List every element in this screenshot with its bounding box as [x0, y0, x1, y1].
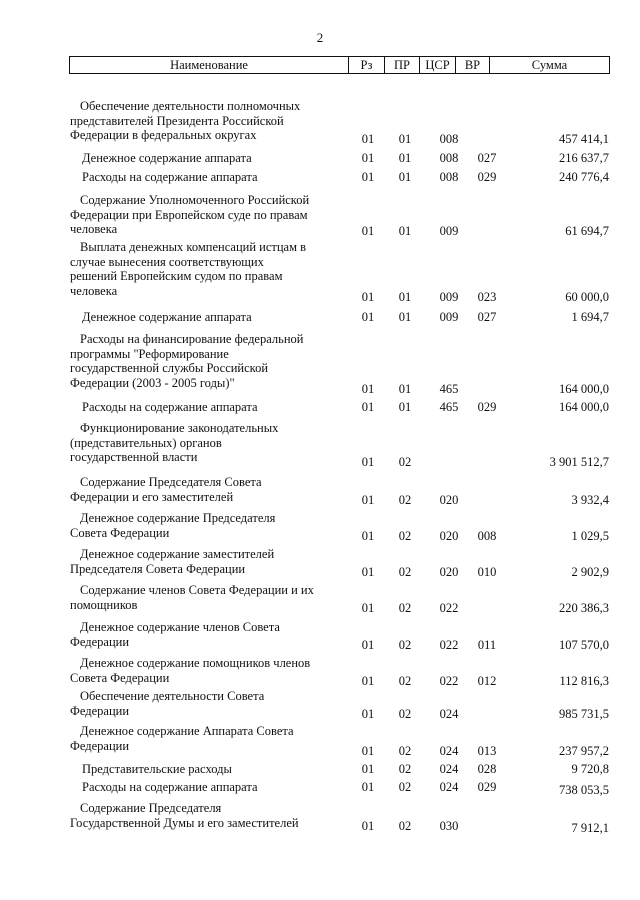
table-row — [0, 170, 640, 185]
table-row — [0, 400, 640, 415]
row-csr: 009 — [439, 290, 459, 304]
table-row — [0, 762, 640, 777]
row-rz: 01 — [361, 290, 375, 304]
column-header-rz: Рз — [349, 57, 385, 73]
row-csr: 009 — [439, 224, 459, 238]
table-row — [0, 310, 640, 325]
column-header-vr: ВР — [456, 57, 490, 73]
row-pr: 02 — [398, 455, 412, 469]
table-row — [0, 475, 640, 506]
table-row — [0, 656, 640, 687]
column-header-pr: ПР — [385, 57, 420, 73]
row-name: Выплата денежных компенсаций истцам в случае вынесения соответствующих решений Европейским судом по правам человека — [70, 240, 307, 298]
row-csr: 024 — [439, 707, 459, 721]
row-csr: 024 — [439, 762, 459, 776]
row-pr: 02 — [398, 744, 412, 758]
row-sum: 237 957,2 — [559, 744, 609, 758]
row-name: Обеспечение деятельности Совета Федерации — [70, 689, 265, 718]
row-vr: 008 — [477, 529, 497, 543]
page-number: 2 — [316, 30, 324, 45]
row-name: Содержание Председателя Совета Федерации и его заместителей — [70, 475, 262, 504]
column-header-csr: ЦСР — [420, 57, 456, 73]
row-csr: 465 — [439, 382, 459, 396]
row-sum: 3 901 512,7 — [549, 455, 609, 469]
table-row — [0, 801, 640, 837]
row-rz: 01 — [361, 707, 375, 721]
row-name: Денежное содержание заместителей Председателя Совета Федерации — [70, 547, 275, 576]
row-rz: 01 — [361, 565, 375, 579]
row-rz: 01 — [361, 601, 375, 615]
row-name: Содержание Председателя Государственной Думы и его заместителей — [70, 801, 299, 830]
row-sum: 164 000,0 — [559, 400, 609, 414]
row-rz: 01 — [361, 400, 375, 414]
row-name: Содержание членов Совета Федерации и их помощников — [70, 583, 314, 612]
row-name: Расходы на финансирование федеральной программы "Реформирование государственной службы Российской Федерации (2003 - 2005 годы)" — [70, 332, 304, 390]
table-row — [0, 724, 640, 758]
row-sum: 985 731,5 — [559, 707, 609, 721]
table-header — [69, 56, 610, 74]
row-sum: 60 000,0 — [565, 290, 609, 304]
row-pr: 01 — [398, 132, 412, 146]
row-rz: 01 — [361, 170, 375, 184]
row-pr: 01 — [398, 400, 412, 414]
row-pr: 02 — [398, 819, 412, 833]
row-rz: 01 — [361, 132, 375, 146]
table-row — [0, 193, 640, 240]
table-row — [0, 99, 640, 146]
row-sum: 2 902,9 — [571, 565, 609, 579]
row-sum: 3 932,4 — [571, 493, 609, 507]
row-name: Расходы на содержание аппарата — [82, 170, 258, 184]
row-rz: 01 — [361, 674, 375, 688]
table-row — [0, 689, 640, 720]
table-row — [0, 421, 640, 468]
row-pr: 02 — [398, 529, 412, 543]
row-pr: 01 — [398, 310, 412, 324]
row-rz: 01 — [361, 455, 375, 469]
row-csr: 008 — [439, 132, 459, 146]
row-pr: 02 — [398, 565, 412, 579]
row-sum: 457 414,1 — [559, 132, 609, 146]
row-vr: 013 — [477, 744, 497, 758]
row-name: Денежное содержание аппарата — [82, 310, 252, 324]
row-sum: 9 720,8 — [571, 762, 609, 776]
row-csr: 008 — [439, 151, 459, 165]
row-name: Денежное содержание членов Совета Федерации — [70, 620, 280, 649]
row-name: Денежное содержание аппарата — [82, 151, 252, 165]
row-rz: 01 — [361, 493, 375, 507]
row-sum: 240 776,4 — [559, 170, 609, 184]
row-vr: 010 — [477, 565, 497, 579]
row-vr: 011 — [477, 638, 497, 652]
row-vr: 027 — [477, 151, 497, 165]
column-header-sum: Сумма — [531, 58, 568, 72]
row-csr: 020 — [439, 529, 459, 543]
table-row — [0, 583, 640, 614]
row-sum: 216 637,7 — [559, 151, 609, 165]
row-csr: 008 — [439, 170, 459, 184]
row-csr: 024 — [439, 744, 459, 758]
row-sum: 1 029,5 — [571, 529, 609, 543]
row-rz: 01 — [361, 529, 375, 543]
row-vr: 028 — [477, 762, 497, 776]
row-rz: 01 — [361, 638, 375, 652]
table-row — [0, 547, 640, 578]
row-sum: 220 386,3 — [559, 601, 609, 615]
row-rz: 01 — [361, 224, 375, 238]
row-csr: 024 — [439, 780, 459, 794]
row-sum: 164 000,0 — [559, 382, 609, 396]
row-sum: 61 694,7 — [565, 224, 609, 238]
row-vr: 029 — [477, 400, 497, 414]
row-name: Денежное содержание помощников членов Совета Федерации — [70, 656, 311, 685]
row-vr: 012 — [477, 674, 497, 688]
row-rz: 01 — [361, 819, 375, 833]
table-row — [0, 620, 640, 651]
row-csr: 022 — [439, 601, 459, 615]
table-row — [0, 240, 640, 303]
column-header-name: Наименование — [70, 57, 349, 73]
row-sum: 738 053,5 — [559, 783, 609, 797]
row-rz: 01 — [361, 382, 375, 396]
row-pr: 02 — [398, 707, 412, 721]
row-rz: 01 — [361, 744, 375, 758]
row-pr: 02 — [398, 762, 412, 776]
row-pr: 01 — [398, 151, 412, 165]
row-rz: 01 — [361, 762, 375, 776]
row-vr: 027 — [477, 310, 497, 324]
row-pr: 01 — [398, 382, 412, 396]
row-pr: 02 — [398, 780, 412, 794]
row-csr: 030 — [439, 819, 459, 833]
row-csr: 022 — [439, 674, 459, 688]
row-rz: 01 — [361, 310, 375, 324]
row-sum: 112 816,3 — [559, 674, 609, 688]
row-vr: 023 — [477, 290, 497, 304]
row-csr: 020 — [439, 565, 459, 579]
row-pr: 02 — [398, 638, 412, 652]
row-csr: 009 — [439, 310, 459, 324]
row-pr: 02 — [398, 601, 412, 615]
row-pr: 01 — [398, 224, 412, 238]
row-name: Представительские расходы — [82, 762, 232, 776]
row-rz: 01 — [361, 780, 375, 794]
row-pr: 02 — [398, 493, 412, 507]
table-row — [0, 332, 640, 395]
row-name: Функционирование законодательных (представительных) органов государственной власти — [70, 421, 279, 465]
row-sum: 1 694,7 — [571, 310, 609, 324]
row-name: Обеспечение деятельности полномочных представителей Президента Российской Федерации в федеральных округах — [70, 99, 301, 143]
row-csr: 465 — [439, 400, 459, 414]
row-rz: 01 — [361, 151, 375, 165]
row-name: Расходы на содержание аппарата — [82, 400, 258, 414]
row-vr: 029 — [477, 780, 497, 794]
row-csr: 020 — [439, 493, 459, 507]
row-name: Расходы на содержание аппарата — [82, 780, 258, 794]
row-vr: 029 — [477, 170, 497, 184]
row-name: Денежное содержание Аппарата Совета Федерации — [70, 724, 294, 753]
table-row — [0, 780, 640, 795]
row-sum: 107 570,0 — [559, 638, 609, 652]
row-sum: 7 912,1 — [571, 821, 609, 835]
table-row — [0, 151, 640, 166]
row-csr: 022 — [439, 638, 459, 652]
row-name: Содержание Уполномоченного Российской Федерации при Европейском суде по правам человека — [70, 193, 310, 237]
row-pr: 01 — [398, 290, 412, 304]
table-row — [0, 511, 640, 542]
row-name: Денежное содержание Председателя Совета Федерации — [70, 511, 276, 540]
row-pr: 02 — [398, 674, 412, 688]
row-pr: 01 — [398, 170, 412, 184]
